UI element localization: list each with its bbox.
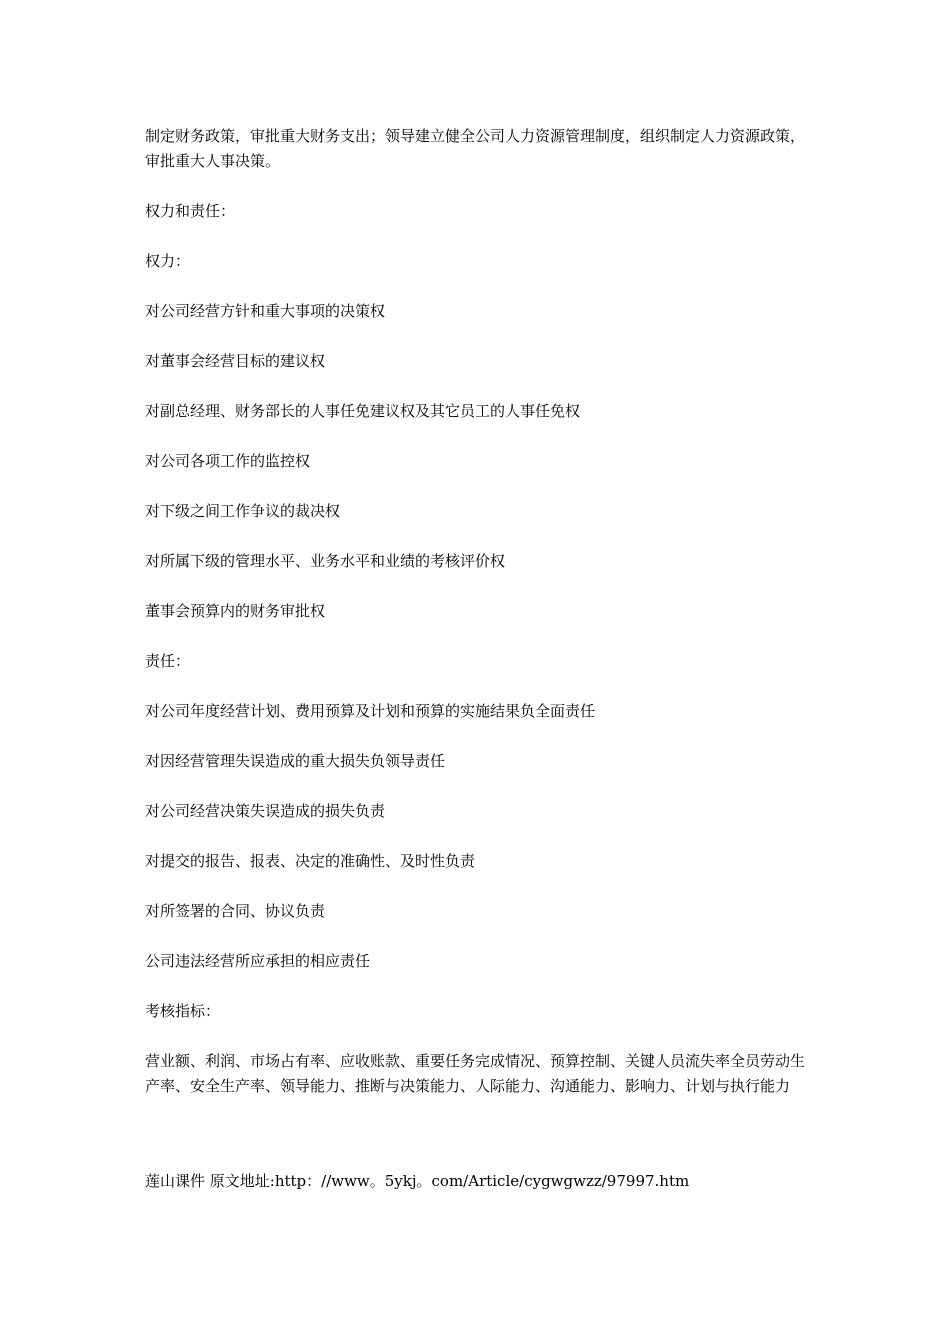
power-item: 对副总经理、财务部长的人事任免建议权及其它员工的人事任免权 (145, 402, 581, 420)
kpi-title: 考核指标： (145, 1002, 221, 1020)
responsibility-item: 对公司年度经营计划、费用预算及计划和预算的实施结果负全面责任 (145, 702, 596, 720)
responsibility-item: 对所签署的合同、协议负责 (145, 902, 326, 920)
power-item: 对公司经营方针和重大事项的决策权 (145, 302, 386, 320)
power-item: 董事会预算内的财务审批权 (145, 602, 326, 620)
power-item: 对公司各项工作的监控权 (145, 452, 311, 470)
power-item: 对所属下级的管理水平、业务水平和业绩的考核评价权 (145, 552, 506, 570)
responsibility-item: 对提交的报告、报表、决定的准确性、及时性负责 (145, 852, 476, 870)
document-page (145, 124, 815, 1194)
responsibility-item: 对因经营管理失误造成的重大损失负领导责任 (145, 752, 446, 770)
section-title: 权力和责任： (145, 202, 236, 220)
kpi-paragraph: 营业额、利润、市场占有率、应收账款、重要任务完成情况、预算控制、关键人员流失率全员劳动生产率、安全生产率、领导能力、推断与决策能力、人际能力、沟通能力、影响力、计划与执行能力 (145, 1052, 806, 1095)
source-link-line: 莲山课件 原文地址:http：//www。5ykj。com/Article/cygwgwzz/97997.htm (145, 1172, 690, 1190)
powers-title: 权力： (145, 252, 191, 270)
power-item: 对董事会经营目标的建议权 (145, 352, 326, 370)
intro-paragraph: 制定财务政策，审批重大财务支出；领导建立健全公司人力资源管理制度，组织制定人力资源政策，审批重大人事决策。 (145, 127, 806, 170)
responsibilities-title: 责任： (145, 652, 191, 670)
responsibility-item: 公司违法经营所应承担的相应责任 (145, 952, 371, 970)
power-item: 对下级之间工作争议的裁决权 (145, 502, 341, 520)
responsibility-item: 对公司经营决策失误造成的损失负责 (145, 802, 386, 820)
